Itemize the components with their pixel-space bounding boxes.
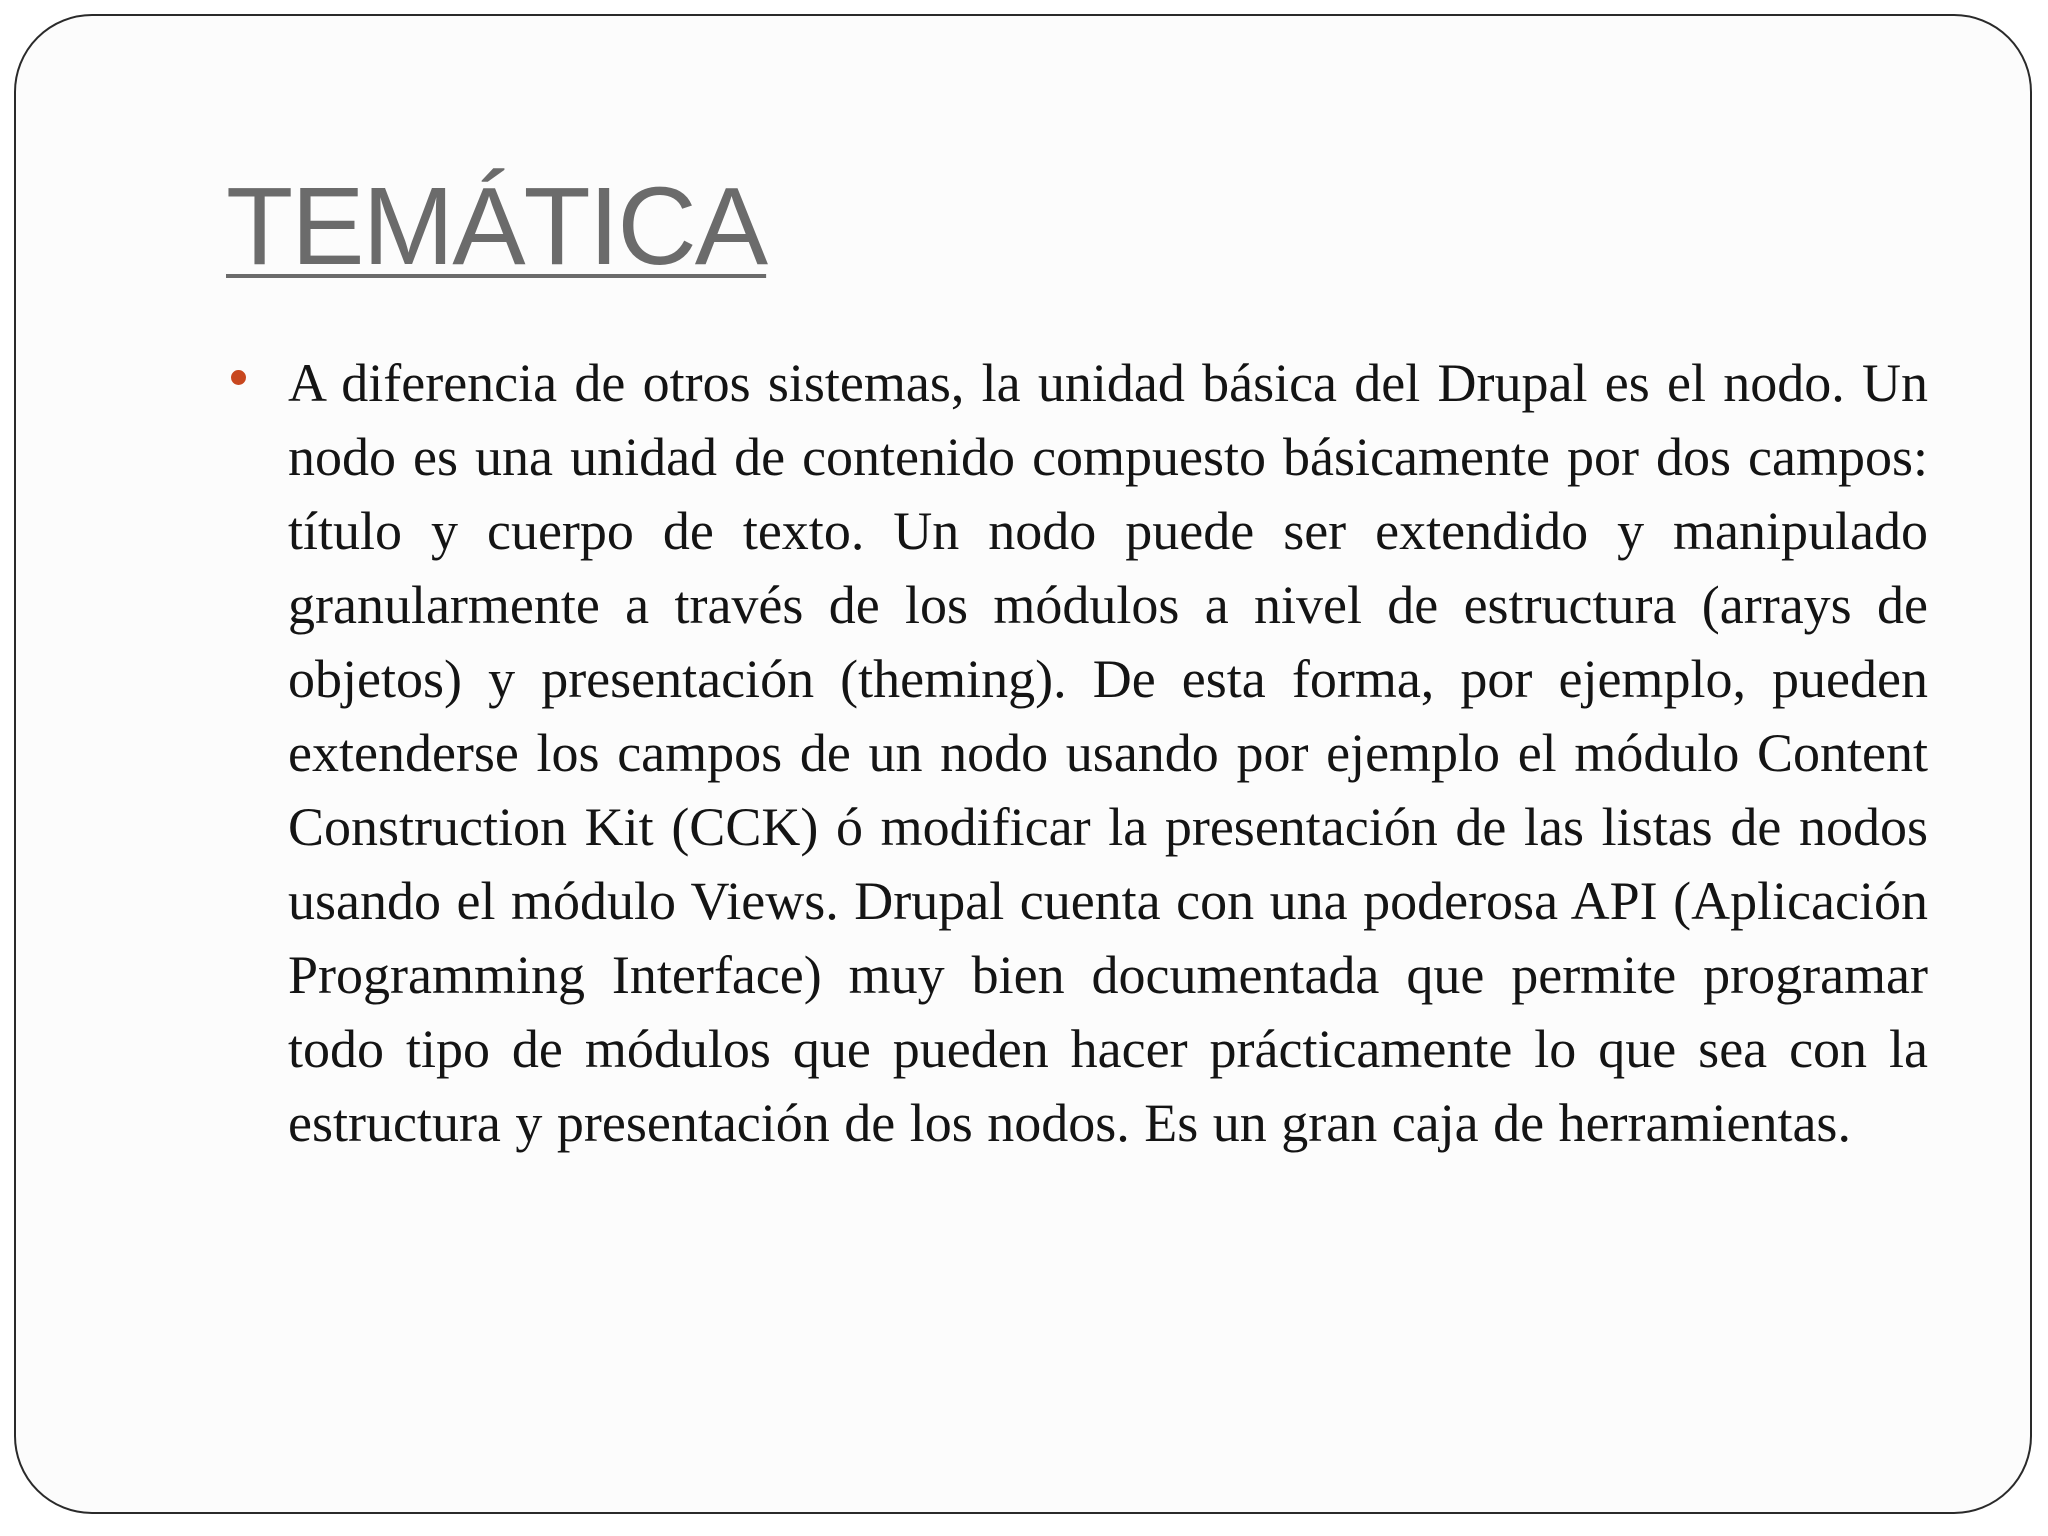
bullet-text: A diferencia de otros sistemas, la unidad básica del Drupal es el nodo. Un nodo es una unidad de contenido compuesto básicamente por dos campos: título y cuerpo de texto. Un nodo puede ser extendido y manipulado granularmente a través de los módulos a nivel de estructura (arrays de objetos) y presentación (theming). De esta forma, por ejemplo, pueden extenderse los campos de un nodo usando por ejemplo el módulo Content Construction Kit (CCK) ó modificar la presentación de las listas de nodos usando el módulo Views. Drupal cuenta con una poderosa API (Aplicación Programming Interface) muy bien documentada que permite programar todo tipo de módulos que pueden hacer prácticamente lo que sea con la estructura y presentación de los nodos. Es un gran caja de herramientas. (288, 353, 1928, 1153)
slide-title: TEMÁTICA (226, 165, 767, 288)
bullet-dot-icon (231, 353, 246, 391)
